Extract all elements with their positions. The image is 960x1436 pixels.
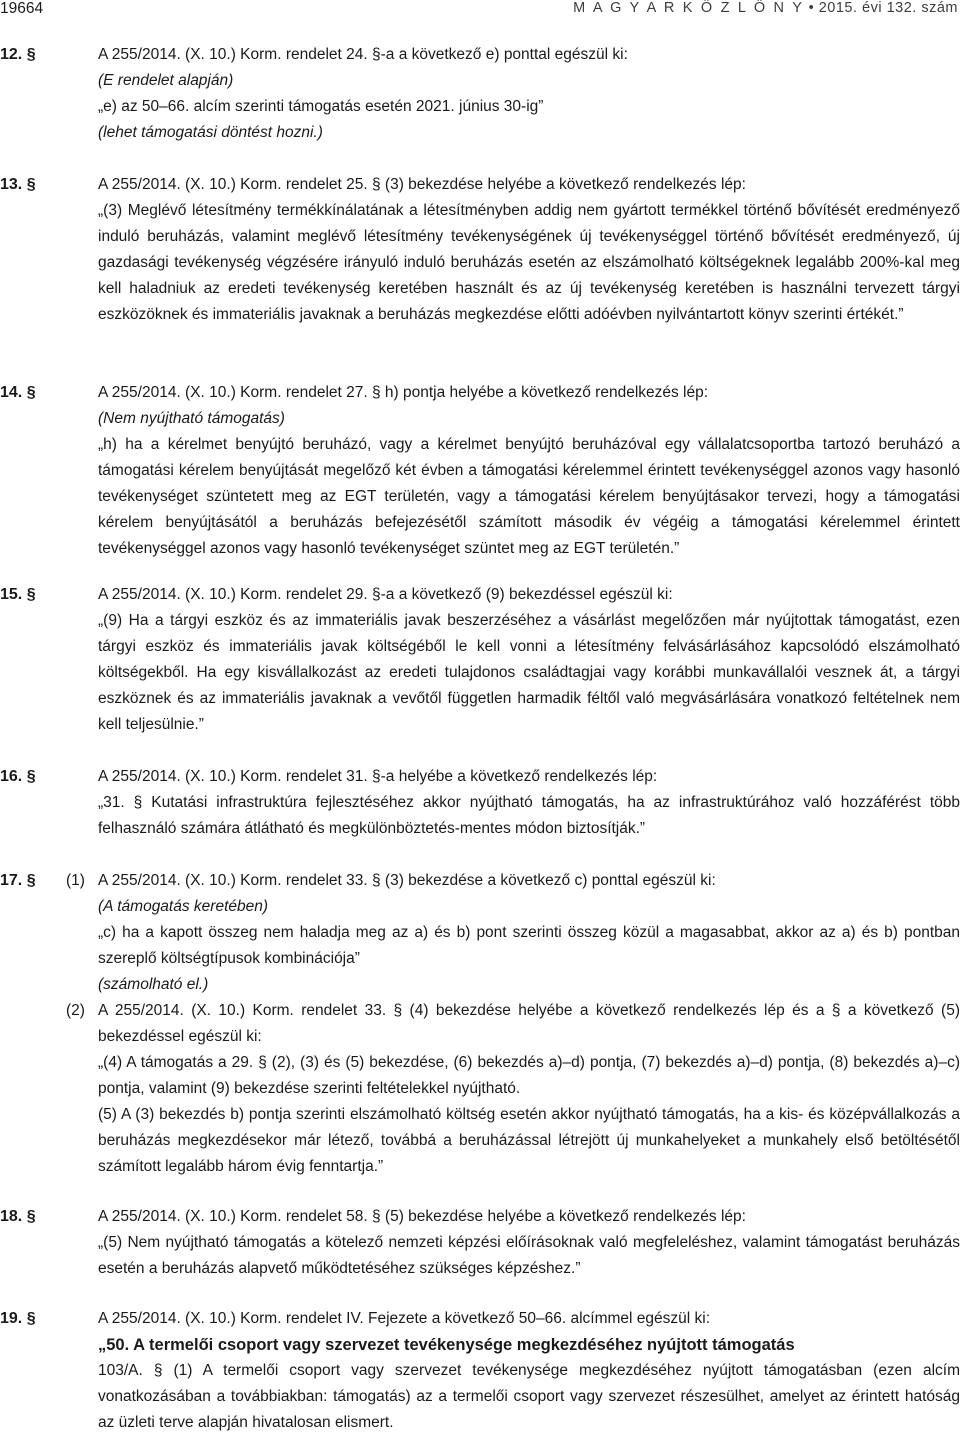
section-body xyxy=(98,582,960,738)
section-number: 16. § xyxy=(0,768,36,785)
amendment-intro: A 255/2014. (X. 10.) Korm. rendelet IV. Fejezete a következő 50–66. alcímmel egészül ki: xyxy=(98,1310,711,1327)
context-heading: (Nem nyújtható támogatás) xyxy=(98,410,285,427)
amendment-text: „(3) Meglévő létesítmény termékkínálatának a létesítményben addig nem gyártott termékkel történő bővítését eredményező induló beruházás, valamint meglévő létesítmény tevékenységének új tevékenységgel történő bővítését eredményező, új gazdasági tevékenység végzésére irányuló induló beruházás esetén az elszámolható költségeknek legalább 200%-kal meg kell haladniuk az eredeti tevékenység keretében használt és az új tevékenység keretében is használni tervezett tárgyi eszközöknek és immateriális javaknak a beruházás megkezdése előtti adóévben nyilvántartott könyv szerinti értékét.” xyxy=(98,202,960,323)
amendment-text: (5) A (3) bekezdés b) pontja szerinti elszámolható költség esetén akkor nyújtható támogatás, ha a kis- és középvállalkozás a beruházás megkezdésekor már létező, továbbá a beruházással létrejött új munkahelyeket a munkahely első betöltésétől számított legalább három évig fenntartja.” xyxy=(98,1106,960,1175)
amendment-intro: A 255/2014. (X. 10.) Korm. rendelet 27. § h) pontja helyébe a következő rendelkezés lép: xyxy=(98,384,709,401)
amendment-text: „c) ha a kapott összeg nem haladja meg az a) és b) pont szerinti összeg közül a magasabbat, akkor az a) és b) pontban szereplő költségtípusok kombinációja” xyxy=(98,924,960,967)
section-body xyxy=(98,42,960,146)
section-number: 12. § xyxy=(0,46,36,63)
amendment-text: „h) ha a kérelmet benyújtó beruházó, vagy a kérelmet benyújtó beruházóval egy vállalatcsoportba tartozó beruházó a támogatási kérelem benyújtását megelőző két évben a támogatási kérelemmel érintett tevékenységgel azonos vagy hasonló tevékenységet szüntetett meg az EGT területén, vagy a támogatási kérelem benyújtásakor tervezi, hogy a támogatási kérelem benyújtásától a beruházás befejezésétől számított második év végéig a támogatási kérelemmel érintett tevékenységgel azonos vagy hasonló tevékenységet szüntet meg az EGT területén.” xyxy=(98,436,960,557)
section-body xyxy=(98,172,960,328)
section-14 xyxy=(0,380,960,562)
section-12 xyxy=(0,42,960,146)
context-heading: (A támogatás keretében) xyxy=(98,898,269,915)
section-body xyxy=(98,764,960,842)
amendment-intro: A 255/2014. (X. 10.) Korm. rendelet 31. §-a helyébe a következő rendelkezés lép: xyxy=(98,768,658,785)
amendment-intro: A 255/2014. (X. 10.) Korm. rendelet 24. §-a a következő e) ponttal egészül ki: xyxy=(98,46,628,63)
section-17 xyxy=(0,868,960,1180)
section-19 xyxy=(0,1306,960,1436)
bullet-separator: • xyxy=(808,0,815,16)
section-number: 18. § xyxy=(0,1208,36,1225)
section-number: 13. § xyxy=(0,176,36,193)
section-number: 17. § xyxy=(0,872,36,889)
amendment-intro: A 255/2014. (X. 10.) Korm. rendelet 33. § (3) bekezdése a következő c) ponttal egészül ki: xyxy=(98,872,716,889)
section-body xyxy=(98,1306,960,1436)
page-number: 19664 xyxy=(0,0,44,17)
amendment-text: „(5) Nem nyújtható támogatás a kötelező nemzeti képzési előírásoknak való megfeleléshez, valamint támogatást beruházás esetén a beruházás alapvető működtetéséhez szükséges képzéshez.” xyxy=(98,1234,960,1277)
paragraph-label: (1) xyxy=(66,872,85,889)
amendment-text: „(4) A támogatás a 29. § (2), (3) és (5) bekezdése, (6) bekezdés a)–d) pontja, (7) bekezdés a)–d) pontja, (8) bekezdés a)–c) pontja, valamint (9) bekezdése szerinti feltételekkel nyújtható. xyxy=(98,1054,960,1097)
amendment-text: „e) az 50–66. alcím szerinti támogatás esetén 2021. június 30-ig” xyxy=(98,98,544,115)
journal-title xyxy=(573,0,958,16)
amendment-intro: A 255/2014. (X. 10.) Korm. rendelet 58. § (5) bekezdése helyébe a következő rendelkezés lép: xyxy=(98,1208,746,1225)
amendment-intro: A 255/2014. (X. 10.) Korm. rendelet 33. § (4) bekezdése helyébe a következő rendelkezés lép és a § a következő (5) bekezdéssel egészül ki: xyxy=(98,1002,960,1045)
section-15 xyxy=(0,582,960,738)
context-closing: (számolható el.) xyxy=(98,976,209,993)
context-closing: (lehet támogatási döntést hozni.) xyxy=(98,124,323,141)
section-number: 14. § xyxy=(0,384,36,401)
journal-name: M A G Y A R K Ö Z L Ö N Y xyxy=(573,0,805,16)
page-header xyxy=(0,0,960,30)
section-number: 15. § xyxy=(0,586,36,603)
amendment-text: „31. § Kutatási infrastruktúra fejlesztéséhez akkor nyújtható támogatás, ha az infrastruktúrához való hozzáférést több felhasználó számára átlátható és megkülönböztetés-mentes módon biztosítják.” xyxy=(98,794,960,837)
section-number: 19. § xyxy=(0,1310,36,1327)
issue-number: 2015. évi 132. szám xyxy=(818,0,958,16)
section-18 xyxy=(0,1204,960,1282)
amendment-text: „(9) Ha a tárgyi eszköz és az immateriális javak beszerzéséhez a vásárlást megelőzően már nyújtottak támogatást, ezen tárgyi eszköz és immateriális javak költségéből le kell vonni a létesítmény felvásárlásához kapcsolódó elszámolható költségekből. Ha egy kisvállalkozást az eredeti tulajdonos családtagjai vagy korábbi munkavállalói vesznek át, a tárgyi eszköznek és az immateriális javaknak a vevőtől független harmadik féltől való megvásárlására vonatkozó feltételnek nem kell teljesülnie.” xyxy=(98,612,960,733)
paragraph-1 xyxy=(66,868,960,998)
context-heading: (E rendelet alapján) xyxy=(98,72,234,89)
paragraph-label: (2) xyxy=(66,1002,85,1019)
amendment-text: 103/A. § (1) A termelői csoport vagy szervezet tevékenysége megkezdéséhez nyújtott támogatásban (ezen alcím vonatkozásában a továbbiakban: támogatás) az a termelői csoport vagy szervezet részesülhet, amelyet az érintett hatóság az üzleti terve alapján hivatalosan elismert. xyxy=(98,1362,960,1431)
amendment-intro: A 255/2014. (X. 10.) Korm. rendelet 29. §-a a következő (9) bekezdéssel egészül ki: xyxy=(98,586,673,603)
section-13 xyxy=(0,172,960,328)
paragraph-2 xyxy=(66,998,960,1180)
amendment-intro: A 255/2014. (X. 10.) Korm. rendelet 25. § (3) bekezdése helyébe a következő rendelkezés lép: xyxy=(98,176,746,193)
section-body xyxy=(98,1204,960,1282)
section-16 xyxy=(0,764,960,842)
section-body xyxy=(98,380,960,562)
section-body xyxy=(66,868,960,1180)
subtitle-heading: „50. A termelői csoport vagy szervezet tevékenysége megkezdéséhez nyújtott támogatás xyxy=(98,1336,795,1354)
